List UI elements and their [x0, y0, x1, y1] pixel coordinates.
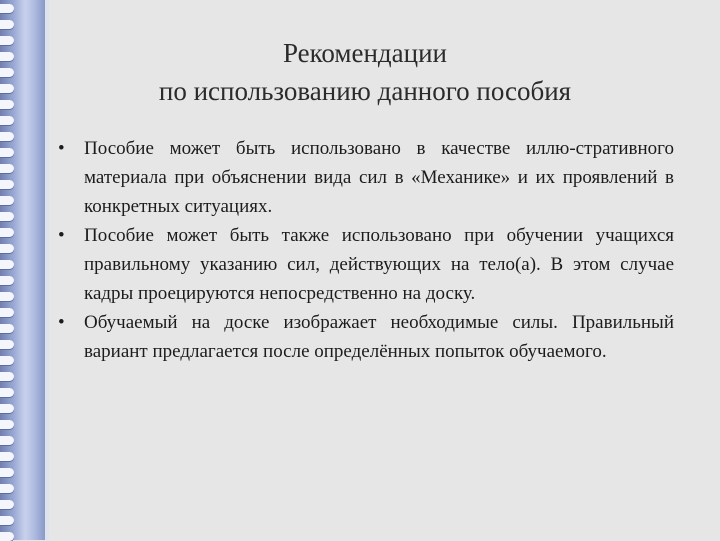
binding-ring	[0, 308, 14, 317]
binding-ring	[0, 372, 14, 381]
binding-ring	[0, 388, 14, 397]
title-line-1: Рекомендации	[283, 38, 447, 68]
binding-ring	[0, 436, 14, 445]
binding-ring	[0, 420, 14, 429]
binding-ring	[0, 244, 14, 253]
binding-ring	[0, 484, 14, 493]
binding-ring	[0, 404, 14, 413]
binding-ring	[0, 20, 14, 29]
binding-ring	[0, 324, 14, 333]
bullet-item-2: • Пособие может быть также использовано при обучении учащихся правильному указанию сил, действующих на тело(а). В этом случае кадры проецируются непосредственно на доску.	[58, 221, 674, 308]
binding-ring	[0, 100, 14, 109]
bullet-item-3: • Обучаемый на доске изображает необходимые силы. Правильный вариант предлагается после определённых попыток обучаемого.	[58, 308, 674, 366]
binding-ring	[0, 4, 14, 13]
bullet-item-1: • Пособие может быть использовано в качестве иллю-стративного материала при объяснении вида сил в «Механике» и их проявлений в конкретных ситуациях.	[58, 134, 674, 221]
binding-ring	[0, 516, 14, 525]
binding-ring	[0, 468, 14, 477]
binding-ring	[0, 260, 14, 269]
binding-ring	[0, 84, 14, 93]
binding-ring	[0, 132, 14, 141]
binding-ring	[0, 500, 14, 509]
binding-ring	[0, 452, 14, 461]
binding-ring	[0, 212, 14, 221]
slide-title	[60, 34, 670, 110]
binding-ring	[0, 148, 14, 157]
title-line-2: по использованию данного пособия	[158, 76, 572, 106]
binding-ring	[0, 228, 14, 237]
binding-ring	[0, 68, 14, 77]
binding-ring	[0, 356, 14, 365]
binding-ring	[0, 180, 14, 189]
binding-ring	[0, 164, 14, 173]
binding-ring	[0, 36, 14, 45]
binding-ring	[0, 116, 14, 125]
binding-ring	[0, 340, 14, 349]
binding-edge	[45, 0, 49, 540]
binding-ring	[0, 292, 14, 301]
spiral-binding	[0, 0, 48, 540]
binding-ring	[0, 276, 14, 285]
binding-ring	[0, 52, 14, 61]
bullet-list	[58, 134, 674, 366]
binding-ring	[0, 196, 14, 205]
